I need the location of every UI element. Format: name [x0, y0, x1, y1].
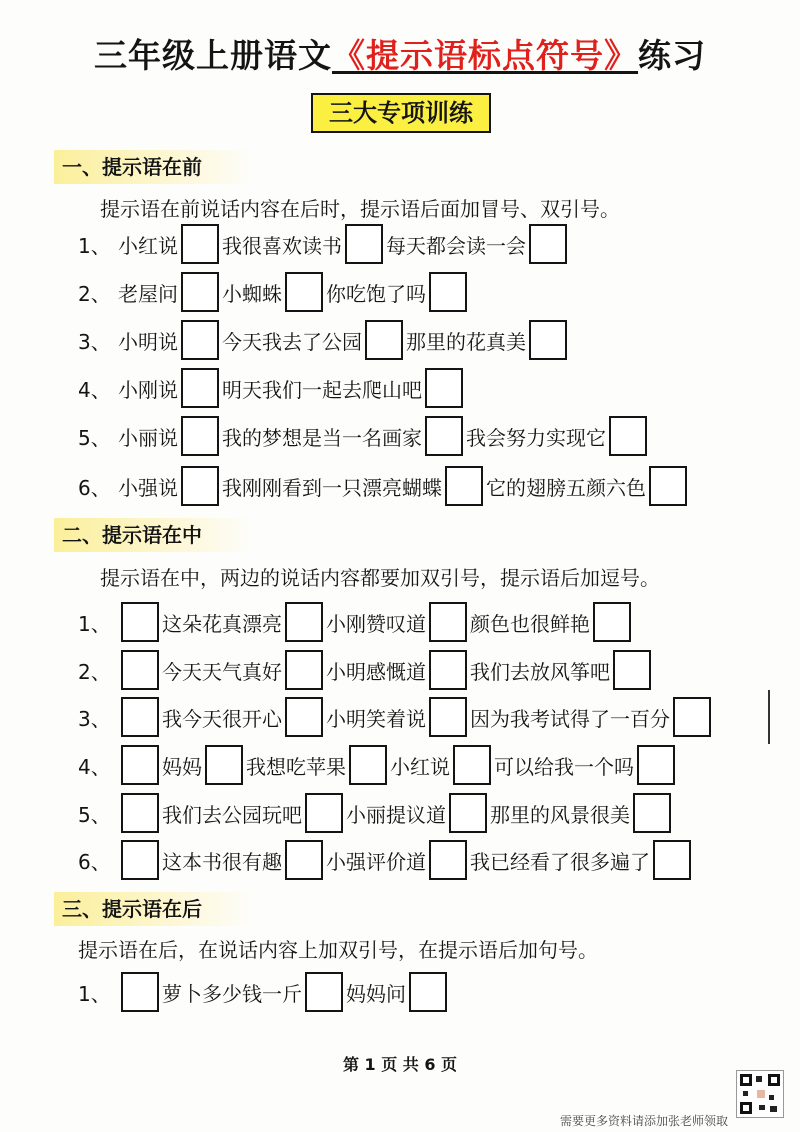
exercise-text: 小强评价道 [326, 849, 426, 874]
page-number: 第 1 页 共 6 页 [342, 1055, 458, 1074]
punctuation-answer-box[interactable] [349, 745, 387, 785]
exercise-line [78, 791, 674, 835]
exercise-line [78, 318, 570, 362]
exercise-text: 它的翅膀五颜六色 [486, 475, 646, 500]
punctuation-answer-box[interactable] [453, 745, 491, 785]
exercise-line [78, 695, 714, 739]
worksheet-title [0, 30, 800, 77]
punctuation-answer-box[interactable] [633, 793, 671, 833]
footer-note: 需要更多资料请添加张老师领取 [560, 1114, 729, 1128]
punctuation-answer-box[interactable] [181, 272, 219, 312]
exercise-line [78, 222, 570, 266]
exercise-text: 小红说 [390, 754, 450, 779]
exercise-line [78, 464, 690, 508]
exercise-text: 我会努力实现它 [466, 425, 606, 450]
punctuation-answer-box[interactable] [121, 840, 159, 880]
section-3-rule: 提示语在后，在说话内容上加双引号，在提示语后加句号。 [78, 938, 598, 962]
exercise-text: 小明感慨道 [326, 659, 426, 684]
punctuation-answer-box[interactable] [305, 793, 343, 833]
punctuation-answer-box[interactable] [637, 745, 675, 785]
exercise-text: 妈妈问 [346, 981, 406, 1006]
exercise-text: 我的梦想是当一名画家 [222, 425, 422, 450]
exercise-text: 老屋问 [118, 281, 178, 306]
exercise-text: 那里的风景很美 [490, 802, 630, 827]
punctuation-answer-box[interactable] [449, 793, 487, 833]
punctuation-answer-box[interactable] [365, 320, 403, 360]
punctuation-answer-box[interactable] [429, 697, 467, 737]
exercise-text: 这本书很有趣 [162, 849, 282, 874]
exercise-text: 今天天气真好 [162, 659, 282, 684]
exercise-text: 小刚说 [118, 377, 178, 402]
punctuation-answer-box[interactable] [181, 416, 219, 456]
exercise-text: 明天我们一起去爬山吧 [222, 377, 422, 402]
section-2-rule: 提示语在中，两边的说话内容都要加双引号，提示语后加逗号。 [100, 566, 660, 590]
punctuation-answer-box[interactable] [121, 972, 159, 1012]
punctuation-answer-box[interactable] [425, 416, 463, 456]
punctuation-answer-box[interactable] [445, 466, 483, 506]
exercise-text: 我们去公园玩吧 [162, 802, 302, 827]
punctuation-answer-box[interactable] [429, 650, 467, 690]
exercise-text: 我刚刚看到一只漂亮蝴蝶 [222, 475, 442, 500]
punctuation-answer-box[interactable] [609, 416, 647, 456]
punctuation-answer-box[interactable] [529, 320, 567, 360]
exercise-line [78, 838, 694, 882]
section-2-heading: 二、提示语在中 [54, 518, 252, 552]
exercise-text: 小明说 [118, 329, 178, 354]
punctuation-answer-box[interactable] [285, 650, 323, 690]
punctuation-answer-box[interactable] [285, 697, 323, 737]
exercise-text: 小明笑着说 [326, 706, 426, 731]
punctuation-answer-box[interactable] [653, 840, 691, 880]
exercise-text: 我已经看了很多遍了 [470, 849, 650, 874]
exercise-number: 2、 [78, 659, 111, 684]
punctuation-answer-box[interactable] [429, 272, 467, 312]
exercise-text: 因为我考试得了一百分 [470, 706, 670, 731]
exercise-line [78, 648, 654, 692]
exercise-text: 我们去放风筝吧 [470, 659, 610, 684]
exercise-line [78, 414, 650, 458]
punctuation-answer-box[interactable] [429, 840, 467, 880]
exercise-text: 那里的花真美 [406, 329, 526, 354]
punctuation-answer-box[interactable] [429, 602, 467, 642]
exercise-text: 今天我去了公园 [222, 329, 362, 354]
punctuation-answer-box[interactable] [121, 793, 159, 833]
exercise-text: 我想吃苹果 [246, 754, 346, 779]
section-1-rule: 提示语在前说话内容在后时，提示语后面加冒号、双引号。 [100, 197, 620, 221]
qr-code-icon [736, 1070, 784, 1118]
subtitle-badge: 三大专项训练 [311, 93, 491, 133]
exercise-number: 6、 [78, 849, 111, 874]
section-3-heading: 三、提示语在后 [54, 892, 252, 926]
punctuation-answer-box[interactable] [673, 697, 711, 737]
punctuation-answer-box[interactable] [593, 602, 631, 642]
exercise-line [78, 970, 450, 1014]
punctuation-answer-box[interactable] [649, 466, 687, 506]
exercise-line [78, 270, 470, 314]
exercise-text: 小强说 [118, 475, 178, 500]
exercise-number: 5、 [78, 802, 111, 827]
exercise-number: 3、 [78, 329, 111, 354]
exercise-text: 我很喜欢读书 [222, 233, 342, 258]
punctuation-answer-box[interactable] [425, 368, 463, 408]
page-edge-mark [768, 690, 770, 744]
exercise-text: 你吃饱了吗 [326, 281, 426, 306]
exercise-number: 1、 [78, 981, 111, 1006]
exercise-line [78, 366, 466, 410]
exercise-text: 可以给我一个吗 [494, 754, 634, 779]
exercise-number: 1、 [78, 611, 111, 636]
exercise-text: 每天都会读一会 [386, 233, 526, 258]
exercise-text: 小丽说 [118, 425, 178, 450]
punctuation-answer-box[interactable] [181, 466, 219, 506]
punctuation-answer-box[interactable] [121, 650, 159, 690]
punctuation-answer-box[interactable] [181, 320, 219, 360]
exercise-number: 4、 [78, 377, 111, 402]
exercise-text: 小蜘蛛 [222, 281, 282, 306]
title-suffix: 练习 [638, 36, 706, 75]
title-prefix: 三年级上册语文 [94, 36, 332, 75]
exercise-number: 4、 [78, 754, 111, 779]
punctuation-answer-box[interactable] [181, 224, 219, 264]
punctuation-answer-box[interactable] [345, 224, 383, 264]
punctuation-answer-box[interactable] [121, 697, 159, 737]
punctuation-answer-box[interactable] [205, 745, 243, 785]
punctuation-answer-box[interactable] [613, 650, 651, 690]
punctuation-answer-box[interactable] [285, 272, 323, 312]
exercise-text: 这朵花真漂亮 [162, 611, 282, 636]
punctuation-answer-box[interactable] [285, 840, 323, 880]
punctuation-answer-box[interactable] [181, 368, 219, 408]
punctuation-answer-box[interactable] [305, 972, 343, 1012]
exercise-text: 小红说 [118, 233, 178, 258]
exercise-line [78, 600, 634, 644]
punctuation-answer-box[interactable] [121, 745, 159, 785]
punctuation-answer-box[interactable] [121, 602, 159, 642]
exercise-number: 1、 [78, 233, 111, 258]
exercise-number: 5、 [78, 425, 111, 450]
exercise-text: 颜色也很鲜艳 [470, 611, 590, 636]
exercise-number: 2、 [78, 281, 111, 306]
exercise-text: 我今天很开心 [162, 706, 282, 731]
exercise-line [78, 743, 678, 787]
exercise-text: 妈妈 [162, 754, 202, 779]
exercise-text: 小丽提议道 [346, 802, 446, 827]
punctuation-answer-box[interactable] [285, 602, 323, 642]
exercise-text: 萝卜多少钱一斤 [162, 981, 302, 1006]
exercise-number: 6、 [78, 475, 111, 500]
exercise-number: 3、 [78, 706, 111, 731]
exercise-text: 小刚赞叹道 [326, 611, 426, 636]
punctuation-answer-box[interactable] [529, 224, 567, 264]
title-topic: 《提示语标点符号》 [332, 36, 638, 75]
section-1-heading: 一、提示语在前 [54, 150, 252, 184]
punctuation-answer-box[interactable] [409, 972, 447, 1012]
